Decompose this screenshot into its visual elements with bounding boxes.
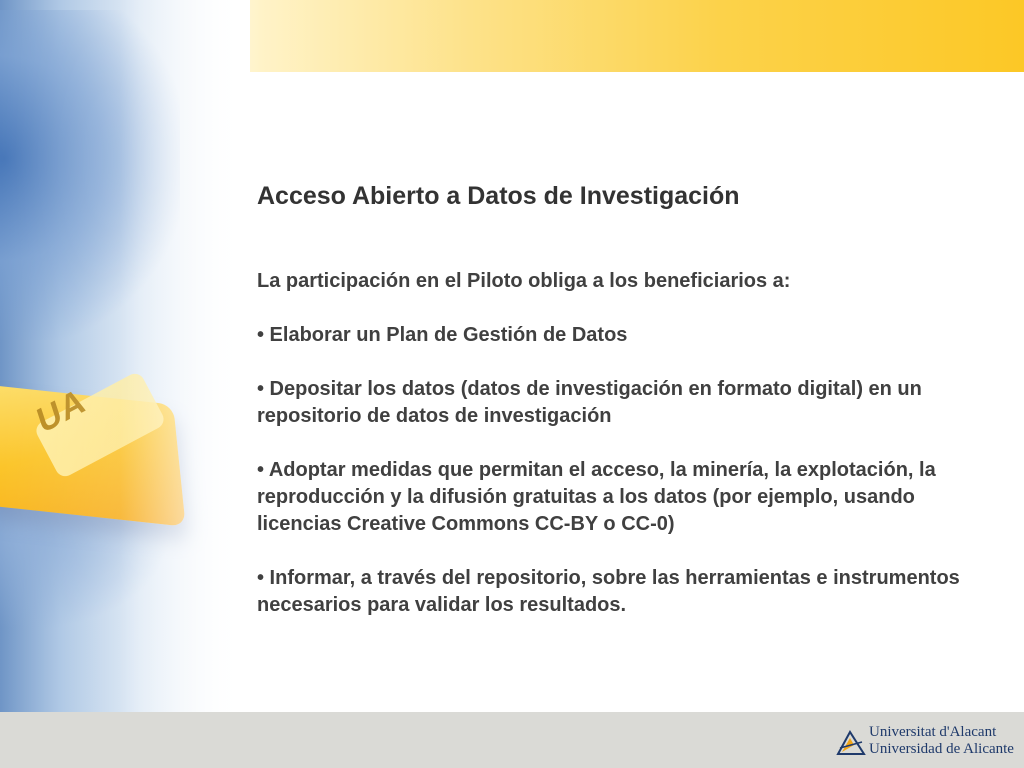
bullet-item: • Adoptar medidas que permitan el acceso, la minería, la explotación, la reproducción y la difusión gratuitas a los datos (por ejemplo, usando licencias Creative Commons CC-BY o CC-0) [257, 459, 936, 535]
slide-content [257, 178, 997, 646]
university-name [869, 724, 1014, 758]
bullet-item: • Depositar los datos (datos de investigación en formato digital) en un repositorio de datos de investigación [257, 378, 922, 427]
left-fade-overlay [0, 0, 250, 712]
left-keyboard-decoration [0, 0, 250, 712]
ua-triangle-logo-icon [836, 728, 866, 756]
intro-text: La participación en el Piloto obliga a los beneficiarios a: [257, 270, 791, 292]
slide-title: Acceso Abierto a Datos de Investigación [257, 182, 740, 210]
slide-body [257, 268, 997, 619]
bullet-item: • Informar, a través del repositorio, sobre las herramientas e instrumentos necesarios para validar los resultados. [257, 567, 960, 616]
university-name-spanish: Universidad de Alicante [869, 741, 1014, 757]
bullet-item: • Elaborar un Plan de Gestión de Datos [257, 324, 628, 346]
university-name-valencian: Universitat d'Alacant [869, 724, 997, 740]
